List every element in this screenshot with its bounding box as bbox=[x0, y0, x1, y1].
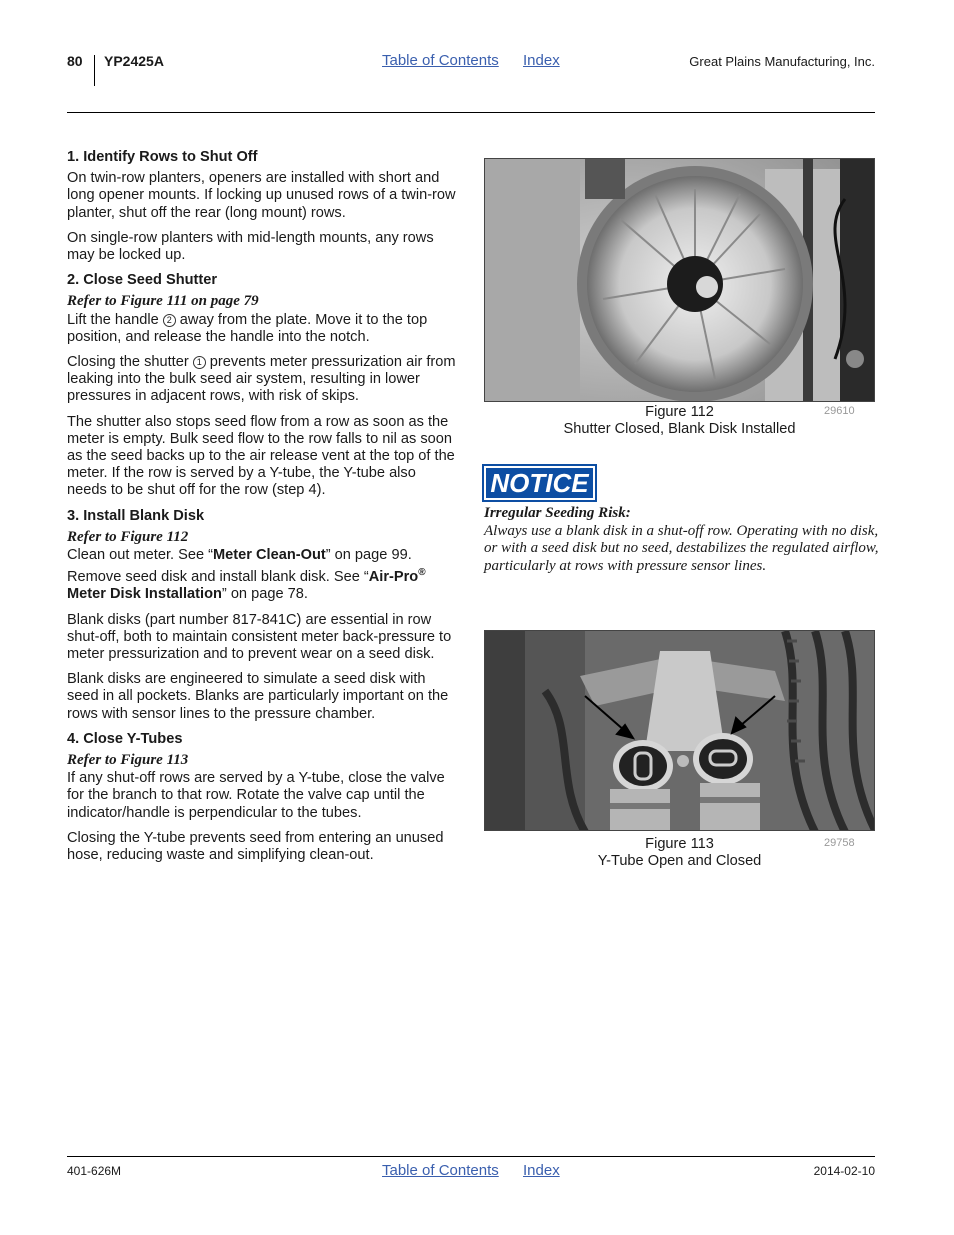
step1-paragraph: On twin-row planters, openers are installed with short and long opener mounts. If locking up unused rows of a twin-row planter, shut off the rear (long mount) rows. bbox=[67, 170, 456, 221]
step2-paragraph bbox=[67, 354, 459, 406]
figure-112-caption bbox=[484, 404, 875, 438]
step1-paragraph: On single-row planters with mid-length mounts, any rows may be locked up. bbox=[67, 229, 434, 264]
text-run: Clean out meter. See “ bbox=[67, 547, 214, 564]
notice-badge: NOTICE bbox=[484, 466, 595, 500]
callout-2-marker: 2 bbox=[163, 314, 176, 327]
step4-heading: 4. Close Y-Tubes bbox=[67, 730, 183, 747]
header-divider bbox=[94, 55, 95, 86]
figure-113-caption bbox=[484, 836, 875, 870]
step2-paragraph: The shutter also stops seed flow from a row as soon as the meter is empty. Bulk seed flow to the row falls to nil as soon as the seed backs up to the air release vent at the top of the meter. If the row is served by a Y-tube, the Y-tube also needs to be shut off for the row (step 4). bbox=[67, 413, 455, 499]
text-run: ” on page 99. Remove seed disk and install blank disk. See “ bbox=[67, 547, 412, 586]
notice-title: Irregular Seeding Risk: bbox=[484, 505, 631, 521]
figure-112-id: 29610 bbox=[824, 405, 855, 417]
figure-112-photo bbox=[484, 158, 875, 402]
step2-paragraph bbox=[67, 312, 459, 346]
callout-1-marker: 1 bbox=[193, 356, 206, 369]
meter-cleanout-xref[interactable]: Meter Clean-Out bbox=[213, 547, 326, 564]
text-run: away from the plate. Move it to the top position, and release the handle into the notch. bbox=[67, 311, 428, 345]
company-name: Great Plains Manufacturing, Inc. bbox=[689, 54, 875, 69]
text-run: Air-Pro bbox=[368, 569, 419, 586]
step2-figure-ref: Refer to Figure 111 on page 79 bbox=[67, 293, 259, 310]
header-rule bbox=[67, 112, 875, 113]
part-number: 401-626M bbox=[67, 1164, 122, 1178]
registered-mark: ® bbox=[418, 567, 426, 579]
header-index-link[interactable]: Index bbox=[523, 52, 560, 69]
step3-figure-ref: Refer to Figure 112 bbox=[67, 528, 189, 545]
step2-heading: 2. Close Seed Shutter bbox=[67, 272, 218, 289]
header-toc-link[interactable]: Table of Contents bbox=[382, 52, 499, 69]
instructions-column bbox=[67, 149, 459, 872]
figure-112-title: Figure 112 bbox=[645, 404, 714, 420]
step1-heading: 1. Identify Rows to Shut Off bbox=[67, 149, 258, 165]
doc-code: YP2425A bbox=[104, 53, 164, 69]
figure-113-title: Figure 113 bbox=[645, 836, 714, 852]
step4-figure-ref: Refer to Figure 113 bbox=[67, 751, 189, 768]
figure-112-caption-text: Shutter Closed, Blank Disk Installed bbox=[563, 421, 796, 437]
notice-message bbox=[484, 505, 879, 575]
step3-paragraph bbox=[67, 547, 459, 603]
figure-113-id: 29758 bbox=[824, 837, 855, 849]
footer-rule bbox=[67, 1156, 875, 1157]
step3-paragraph: Blank disks (part number 817-841C) are essential in row shut-off, both to maintain consistent meter back-pressure to meter pressurization and to prevent wear on a seed disk. bbox=[67, 611, 452, 662]
text-run: ” on page 78. bbox=[221, 586, 308, 603]
notice-text: Always use a blank disk in a shut-off row. Operating with no disk, or with a seed disk but no seed, destabilizes the regulated airflow, particularly at rows with pressure sensor lines. bbox=[484, 522, 879, 574]
page-number: 80 bbox=[67, 53, 83, 69]
text-run: Lift the handle bbox=[67, 311, 163, 328]
step4-paragraph: Closing the Y-tube prevents seed from entering an unused hose, reducing waste and simplifying clean-out. bbox=[67, 829, 444, 863]
publication-date: 2014-02-10 bbox=[813, 1164, 875, 1178]
footer-toc-link[interactable]: Table of Contents bbox=[382, 1162, 499, 1179]
text-run: prevents meter pressurization air from leaking into the bulk seed air system, resulting in lower pressures in adjacent rows, with risk of skips. bbox=[67, 354, 456, 405]
text-run: Meter Disk Installation bbox=[67, 586, 222, 603]
footer-index-link[interactable]: Index bbox=[523, 1162, 560, 1179]
step4-paragraph: If any shut-off rows are served by a Y-tube, close the valve for the branch to that row. Rotate the valve cap until the indicator/handle is perpendicular to the tubes. bbox=[67, 770, 445, 821]
text-run: Closing the shutter bbox=[67, 354, 193, 371]
step3-paragraph: Blank disks are engineered to simulate a seed disk with seed in all pockets. Blanks are particularly important on the rows with sensor lines to the pressure chamber. bbox=[67, 671, 449, 722]
step3-heading: 3. Install Blank Disk bbox=[67, 507, 205, 524]
figure-113-caption-text: Y-Tube Open and Closed bbox=[597, 853, 762, 869]
figure-113-photo bbox=[484, 630, 875, 831]
